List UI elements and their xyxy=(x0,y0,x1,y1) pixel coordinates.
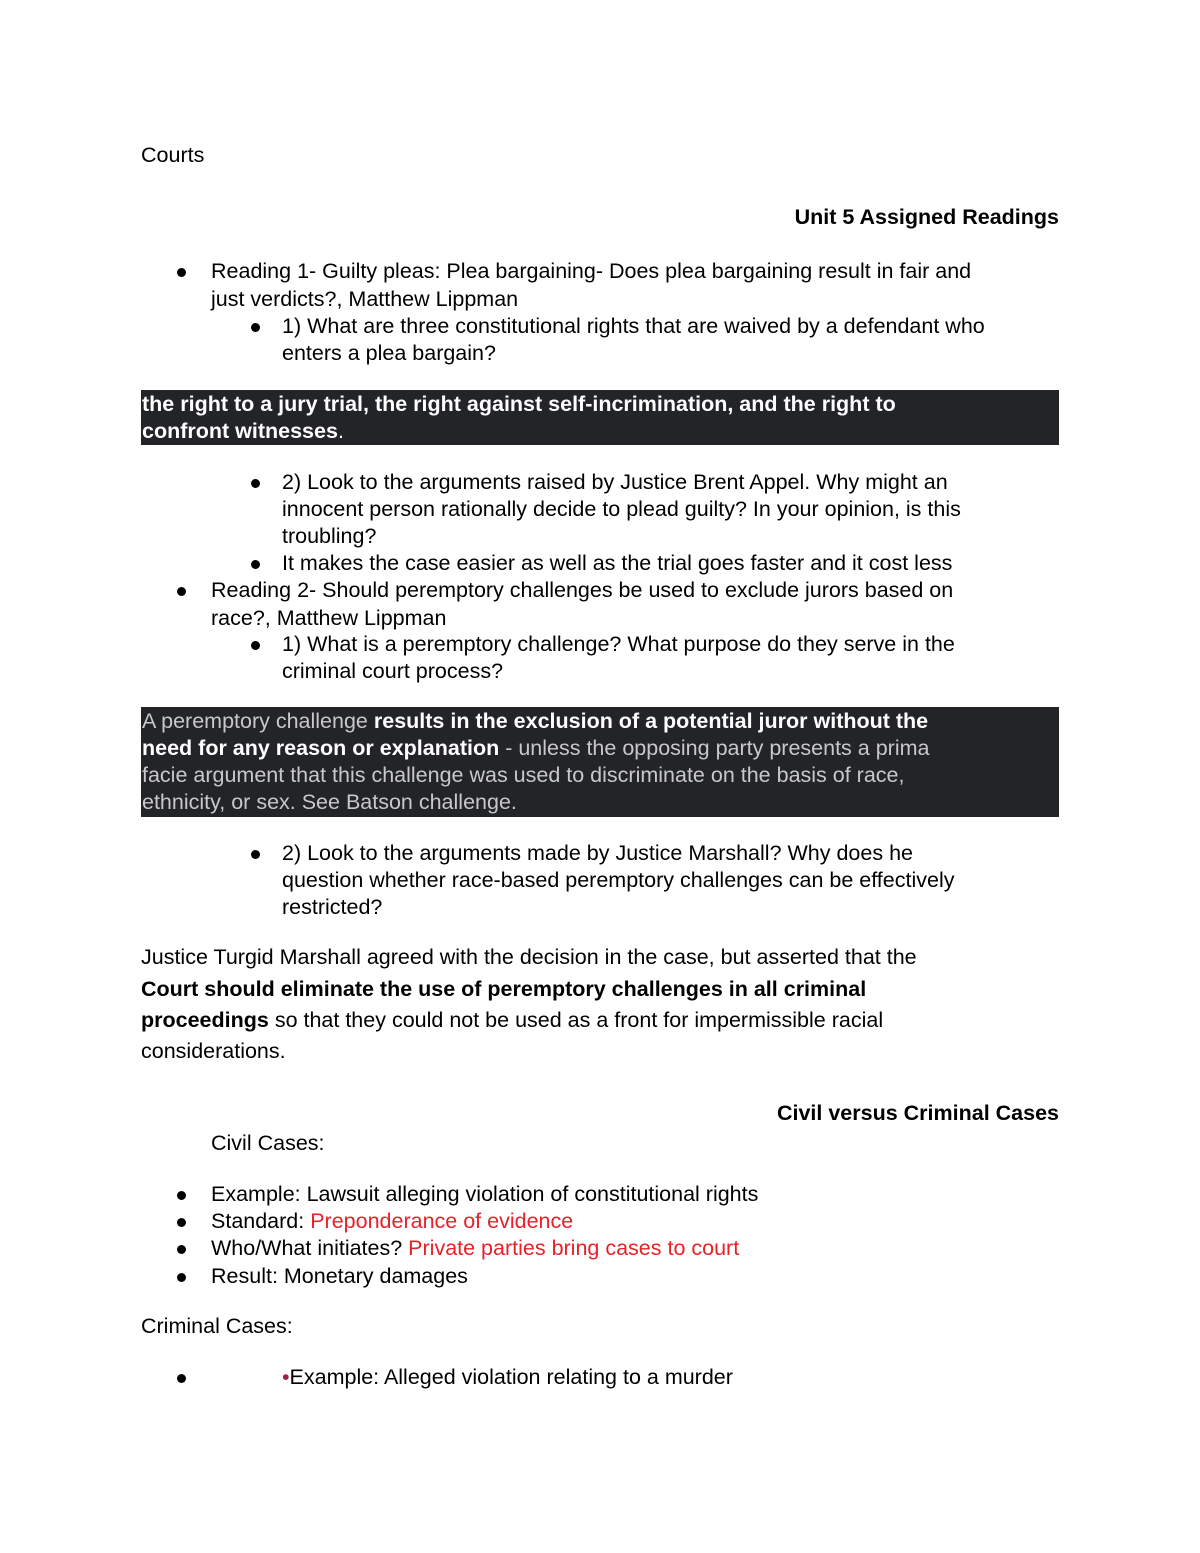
answer2-line1-bold: results in the exclusion of a potential juror without the xyxy=(373,709,929,733)
reading1-question1-line1: 1) What are three constitutional rights that are waived by a defendant who xyxy=(282,314,985,338)
answer2-line3: facie argument that this challenge was used to discriminate on the basis of race, xyxy=(142,763,905,787)
marshall-line3-bold: proceedings xyxy=(141,1008,269,1032)
reading1-question2-line1: 2) Look to the arguments raised by Justice Brent Appel. Why might an xyxy=(282,470,948,494)
civil-result: Result: Monetary damages xyxy=(211,1264,468,1288)
civil-example: Example: Lawsuit alleging violation of constitutional rights xyxy=(211,1182,759,1206)
bullet-icon xyxy=(177,1245,186,1254)
bullet-icon xyxy=(177,1273,186,1282)
answer2-line2 xyxy=(142,735,929,762)
civil-cases-heading: Civil Cases: xyxy=(211,1131,325,1155)
criminal-example xyxy=(282,1364,733,1391)
reading2-question2-line2: question whether race-based peremptory challenges can be effectively xyxy=(282,868,955,892)
reading2-question2-line1: 2) Look to the arguments made by Justice Marshall? Why does he xyxy=(282,841,913,865)
bullet-icon xyxy=(251,479,260,488)
reading2-title-line2: race?, Matthew Lippman xyxy=(211,606,447,630)
bullet-icon xyxy=(251,323,260,332)
answer1-line1: the right to a jury trial, the right against self-incrimination, and the right to xyxy=(142,392,896,416)
reading1-question2-line3: troubling? xyxy=(282,524,377,548)
civil-standard-label: Standard: xyxy=(211,1209,311,1233)
answer1-line2-end: . xyxy=(337,419,344,443)
bullet-icon xyxy=(177,587,186,596)
answer2-line4: ethnicity, or sex. See Batson challenge. xyxy=(142,790,517,814)
reading2-question1-line2: criminal court process? xyxy=(282,659,504,683)
bullet-icon xyxy=(177,1374,186,1383)
reading2-question2-line3: restricted? xyxy=(282,895,383,919)
reading1-title-line1: Reading 1- Guilty pleas: Plea bargaining- Does plea bargaining result in fair and xyxy=(211,259,972,283)
answer2-line2-bold: need for any reason or explanation xyxy=(142,736,500,760)
civil-standard-value: Preponderance of evidence xyxy=(310,1209,574,1233)
answer-highlight-box-1 xyxy=(141,390,1059,445)
reading1-question1-line2: enters a plea bargain? xyxy=(282,341,496,365)
civil-initiates xyxy=(211,1235,739,1262)
marshall-line3-normal: so that they could not be used as a front for impermissible racial xyxy=(268,1008,884,1032)
answer-highlight-box-2 xyxy=(141,707,1059,817)
marshall-paragraph-line2: Court should eliminate the use of peremptory challenges in all criminal xyxy=(141,977,867,1001)
answer2-line2-normal: - unless the opposing party presents a prima xyxy=(499,736,930,760)
answer2-line1 xyxy=(142,708,928,735)
bullet-icon xyxy=(177,268,186,277)
section-heading-civil-criminal: Civil versus Criminal Cases xyxy=(776,1101,1059,1125)
answer1-line2 xyxy=(142,418,344,445)
criminal-example-dot: • xyxy=(282,1365,290,1389)
reading2-title-line1: Reading 2- Should peremptory challenges be used to exclude jurors based on xyxy=(211,578,954,602)
marshall-paragraph-line1: Justice Turgid Marshall agreed with the decision in the case, but asserted that the xyxy=(141,945,917,969)
criminal-cases-heading: Criminal Cases: xyxy=(141,1314,293,1338)
reading2-question1-line1: 1) What is a peremptory challenge? What purpose do they serve in the xyxy=(282,632,955,656)
bullet-icon xyxy=(251,641,260,650)
marshall-paragraph-line4: considerations. xyxy=(141,1039,286,1063)
criminal-example-text: Example: Alleged violation relating to a murder xyxy=(289,1365,733,1389)
answer2-line1-normal: A peremptory challenge xyxy=(142,709,374,733)
civil-initiates-label: Who/What initiates? xyxy=(211,1236,409,1260)
reading1-question2-line2: innocent person rationally decide to plead guilty? In your opinion, is this xyxy=(282,497,961,521)
reading1-answer2: It makes the case easier as well as the trial goes faster and it cost less xyxy=(282,551,953,575)
civil-initiates-value: Private parties bring cases to court xyxy=(408,1236,740,1260)
bullet-icon xyxy=(177,1218,186,1227)
bullet-icon xyxy=(177,1191,186,1200)
section-heading-readings: Unit 5 Assigned Readings xyxy=(794,205,1059,229)
civil-standard xyxy=(211,1208,573,1235)
header-title: Courts xyxy=(141,143,205,167)
answer1-line2-bold: confront witnesses xyxy=(142,419,338,443)
marshall-paragraph-line3 xyxy=(141,1007,883,1034)
bullet-icon xyxy=(251,560,260,569)
bullet-icon xyxy=(251,850,260,859)
reading1-title-line2: just verdicts?, Matthew Lippman xyxy=(211,287,519,311)
